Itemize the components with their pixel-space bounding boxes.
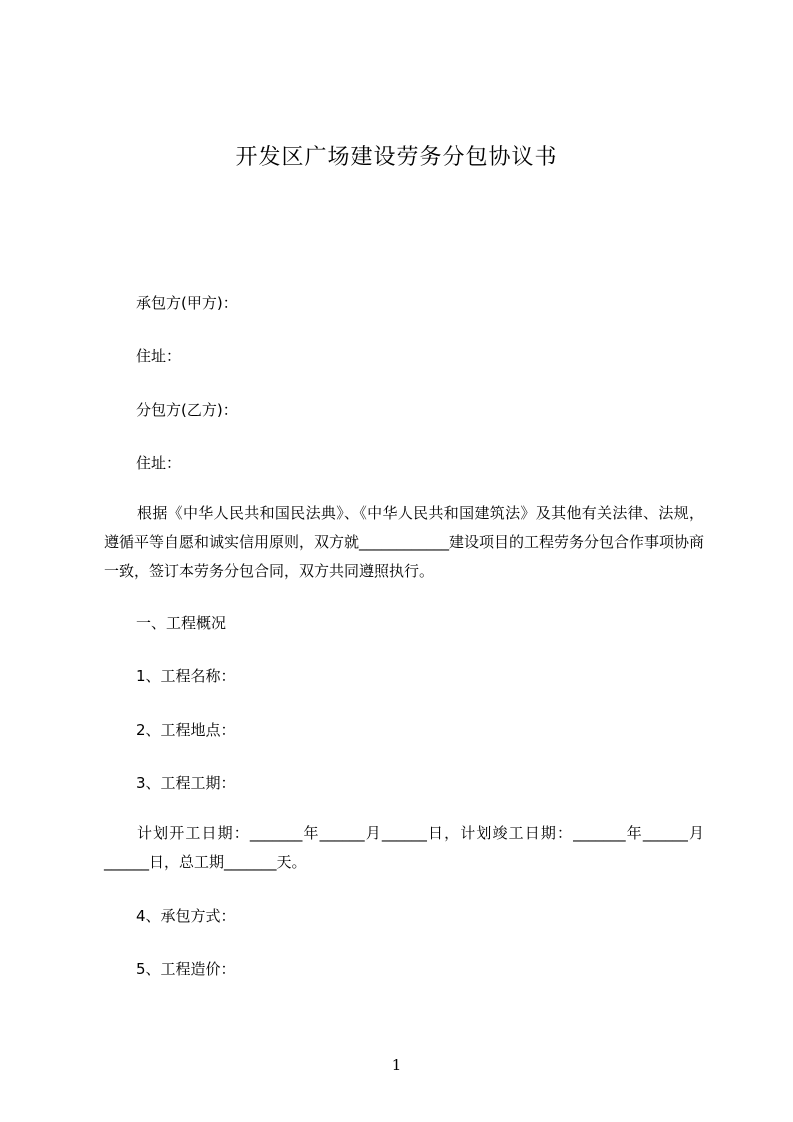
project-location-label: 2、工程地点： (136, 721, 236, 739)
party-b-address-label: 住址： (136, 454, 182, 472)
intro-paragraph: 根据《中华人民共和国民法典》、《中华人民共和国建筑法》及其他有关法律、法规，遵循平等自愿和诚实信用原则，双方就____________建设项目的工程劳务分包合作事项协商一致，签订本劳务分包合同，双方共同遵照执行。 (104, 504, 705, 580)
party-a-address-label: 住址： (136, 347, 182, 365)
schedule-paragraph: 计划开工日期：_______年______月______日，计划竣工日期：_______年______月______日，总工期_______天。 (104, 824, 704, 871)
project-name-label: 1、工程名称： (136, 667, 236, 685)
contract-method-label: 4、承包方式： (136, 907, 236, 925)
document-title: 开发区广场建设劳务分包协议书 (235, 145, 558, 170)
party-a-label: 承包方(甲方)： (136, 294, 238, 312)
project-cost-label: 5、工程造价： (136, 960, 236, 978)
project-duration-label: 3、工程工期： (136, 774, 236, 792)
page-number: 1 (391, 1056, 402, 1074)
party-b-label: 分包方(乙方)： (136, 401, 238, 419)
section-heading-project-overview: 一、工程概况 (136, 614, 227, 632)
